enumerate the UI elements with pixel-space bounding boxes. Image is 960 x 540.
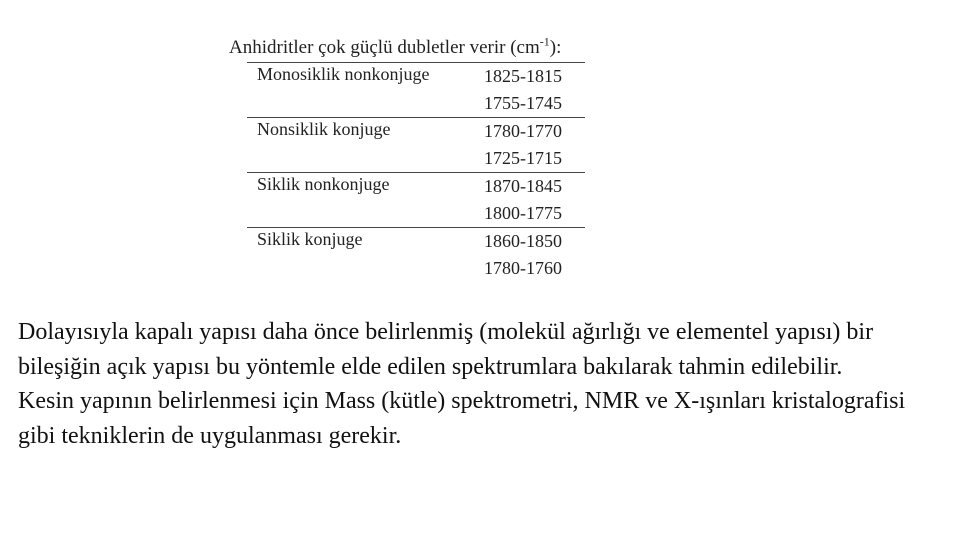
frequency-range-cell: 1860-1850 bbox=[484, 228, 585, 256]
frequency-range-cell: 1825-1815 bbox=[484, 63, 585, 91]
anhydride-type-cell: Monosiklik nonkonjuge bbox=[247, 63, 484, 118]
slide-body-text bbox=[18, 315, 948, 453]
figure-title-end: ): bbox=[549, 37, 562, 58]
figure-title-main: Anhidritler çok güçlü dubletler verir (cm bbox=[229, 37, 540, 58]
anhydride-doublet-figure bbox=[229, 34, 594, 278]
anhydride-type-cell: Siklik konjuge bbox=[247, 228, 484, 283]
table-row bbox=[247, 228, 585, 256]
frequency-range-cell: 1725-1715 bbox=[484, 148, 562, 168]
table-row bbox=[247, 173, 585, 201]
table-row bbox=[247, 63, 585, 91]
frequency-range-cell: 1780-1760 bbox=[484, 258, 562, 278]
anhydride-type-cell: Nonsiklik konjuge bbox=[247, 118, 484, 173]
doublet-table bbox=[247, 62, 585, 282]
figure-title-unit-exponent: -1 bbox=[539, 34, 550, 49]
frequency-range-cell: 1780-1770 bbox=[484, 118, 585, 146]
anhydride-type-cell: Siklik nonkonjuge bbox=[247, 173, 484, 228]
paragraph-exact-structure-techniques: Kesin yapının belirlenmesi için Mass (kütle) spektrometri, NMR ve X-ışınları kristalografisi gibi tekniklerin de uygulanması gerekir. bbox=[18, 388, 906, 449]
figure-title bbox=[229, 36, 594, 60]
frequency-range-cell: 1800-1775 bbox=[484, 203, 562, 223]
frequency-range-cell: 1870-1845 bbox=[484, 173, 585, 201]
frequency-range-cell: 1755-1745 bbox=[484, 93, 562, 113]
paragraph-structure-prediction: Dolayısıyla kapalı yapısı daha önce belirlenmiş (molekül ağırlığı ve elementel yapısı) bir bileşiğin açık yapısı bu yöntemle elde edilen spektrumlara bakılarak tahmin edilebilir. bbox=[18, 319, 874, 380]
table-row bbox=[247, 118, 585, 146]
